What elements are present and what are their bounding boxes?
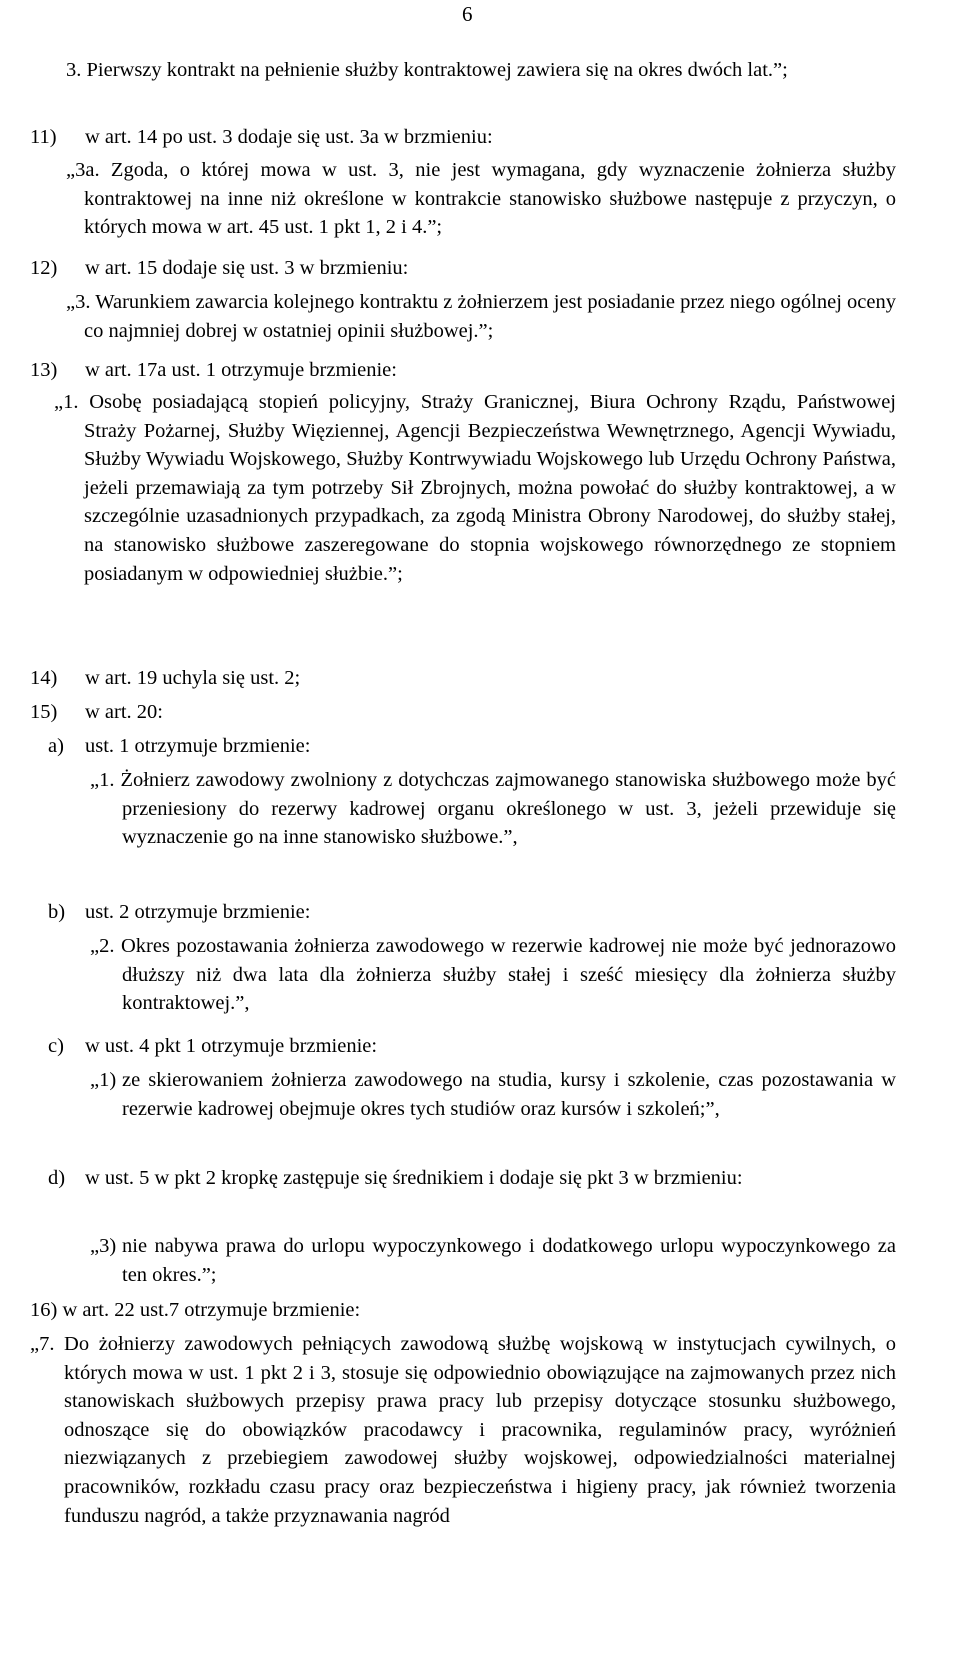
quote-art17a-ust1: „1. Osobę posiadającą stopień policyjny, Straży Granicznej, Biura Ochrony Rządu, Państwowej Straży Pożarnej, Służby Więziennej, Agencji Bezpieczeństwa Wewnętrznego, Agencji Wywiadu, Służby Wywiadu Wojskowego, Służby Kontrwywiadu Wojskowego lub Urzędu Ochrony Państwa, jeżeli przemawiają za tym potrzeby Sił Zbrojnych, można powołać do służby kontraktowej, a w szczególnie uzasadnionych przypadkach, za zgodą Ministra Obrony Narodowej, do służby stałej, na stanowisko służbowe zaszeregowane do stopnia wojskowego równorzędnego ze stopniem posiadanym w odpowiedniej służbie.”; bbox=[54, 391, 896, 585]
item-13-text: w art. 17a ust. 1 otrzymuje brzmienie: bbox=[85, 359, 397, 381]
item-15-text: w art. 20: bbox=[85, 701, 163, 723]
item-11-label: 11) bbox=[30, 126, 57, 148]
subitem-c-text: w ust. 4 pkt 1 otrzymuje brzmienie: bbox=[85, 1035, 378, 1057]
quote-art20-ust2: „2. Okres pozostawania żołnierza zawodowego w rezerwie kadrowej nie może być jednorazowo dłuższy niż dwa lata dla żołnierza służby stałej i sześć miesięcy dla żołnierza służby kontraktowej.”, bbox=[90, 935, 896, 1015]
quote-d-label: „3) bbox=[90, 1235, 117, 1257]
page-number: 6 bbox=[462, 2, 473, 26]
quote-art20-ust1: „1. Żołnierz zawodowy zwolniony z dotychczas zajmowanego stanowiska służbowego może być przeniesiony do rezerwy kadrowej organu określonego w ust. 3, jeżeli przewiduje się wyznaczenie go na inne stanowisko służbowe.”, bbox=[90, 769, 896, 849]
item-16: 16) w art. 22 ust.7 otrzymuje brzmienie: bbox=[30, 1299, 361, 1321]
item-13-label: 13) bbox=[30, 359, 58, 381]
quote-art22-ust7: „7. Do żołnierzy zawodowych pełniących zawodową służbę wojskową w instytucjach cywilnych, o których mowa w ust. 1 pkt 2 i 3, stosuje się odpowiednio obowiązujące na zajmowanych przez nich stanowiskach służbowych przepisy prawa pracy lub przepisy dotyczące stosunku służbowego, odnoszące się do obowiązków pracodawcy i pracownika, regulaminów pracy, wyróżnień niezwiązanych z przebiegiem zawodowej służby wojskowej, odpowiedzialności materialnej pracowników, rozkładu czasu pracy oraz bezpieczeństwa i higieny pracy, jak również tworzenia funduszu nagród, a także przyznawania nagród bbox=[30, 1333, 896, 1527]
subitem-a-text: ust. 1 otrzymuje brzmienie: bbox=[85, 735, 311, 757]
subitem-b-text: ust. 2 otrzymuje brzmienie: bbox=[85, 901, 311, 923]
quote-art20-ust5-pkt3: nie nabywa prawa do urlopu wypoczynkowego i dodatkowego urlopu wypoczynkowego za ten okres.”; bbox=[122, 1235, 896, 1286]
paragraph-contract-term: 3. Pierwszy kontrakt na pełnienie służby kontraktowej zawiera się na okres dwóch lat.”; bbox=[66, 59, 788, 81]
subitem-d-label: d) bbox=[48, 1167, 66, 1189]
item-12-text: w art. 15 dodaje się ust. 3 w brzmieniu: bbox=[85, 257, 409, 279]
subitem-c-label: c) bbox=[48, 1035, 64, 1057]
item-15-label: 15) bbox=[30, 701, 58, 723]
quote-art20-ust4-pkt1: ze skierowaniem żołnierza zawodowego na studia, kursy i szkolenie, czas pozostawania w rezerwie kadrowej obejmuje okres tych studiów oraz kursów i szkoleń;”, bbox=[122, 1069, 896, 1120]
subitem-b-label: b) bbox=[48, 901, 66, 923]
quote-art14-ust3a: „3a. Zgoda, o której mowa w ust. 3, nie jest wymagana, gdy wyznaczenie żołnierza służby kontraktowej na inne niż określone w kontrakcie stanowisko służbowe następuje z przyczyn, o których mowa w art. 45 ust. 1 pkt 1, 2 i 4.”; bbox=[66, 159, 896, 239]
subitem-a-label: a) bbox=[48, 735, 64, 757]
quote-art15-ust3: „3. Warunkiem zawarcia kolejnego kontraktu z żołnierzem jest posiadanie przez niego ogólnej oceny co najmniej dobrej w ostatniej opinii służbowej.”; bbox=[66, 291, 896, 342]
item-14-text: w art. 19 uchyla się ust. 2; bbox=[85, 667, 301, 689]
subitem-d-text: w ust. 5 w pkt 2 kropkę zastępuje się średnikiem i dodaje się pkt 3 w brzmieniu: bbox=[85, 1167, 743, 1189]
item-11-text: w art. 14 po ust. 3 dodaje się ust. 3a w brzmieniu: bbox=[85, 126, 493, 148]
quote-c-label: „1) bbox=[90, 1069, 117, 1091]
item-12-label: 12) bbox=[30, 257, 58, 279]
item-14-label: 14) bbox=[30, 667, 58, 689]
